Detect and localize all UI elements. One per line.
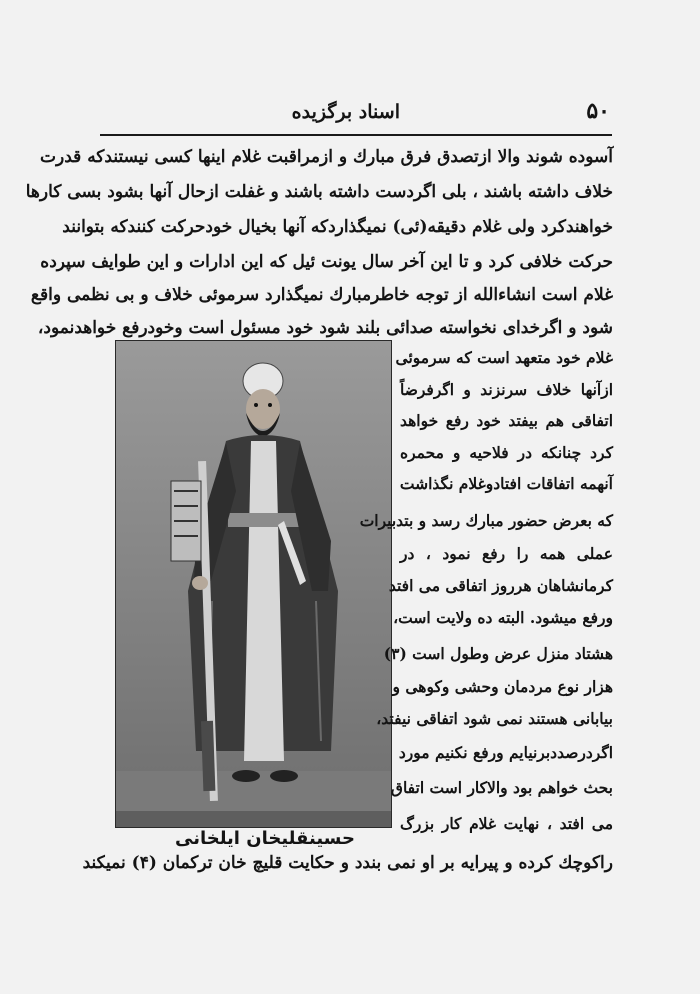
body-line: هشتاد منزل عرض وطول است (۳) — [383, 644, 613, 663]
body-line: غلام است انشاءالله از توجه خاطرمبارك نمیگذارد سرموئی خلاف و بی نظمی واقع — [30, 285, 613, 305]
body-line: آنهمه اتفاقات افتادوغلام نگذاشت — [399, 474, 613, 493]
body-line: ورفع میشود. البته ده ولایت است، — [393, 608, 613, 627]
body-line: غلام خود متعهد است که سرموئی — [395, 348, 613, 367]
body-line: که بعرض حضور مبارك رسد و بتدبیرات — [359, 511, 613, 530]
body-line: بحث خواهم بود والاکار است اتفاق — [390, 778, 613, 797]
body-line: عملی همه را رفع نمود ، در — [400, 544, 613, 563]
body-line: شود و اگرخدای نخواسته صدائی بلند شود خود مسئول است وخودرفع خواهدنمود، — [37, 318, 613, 338]
body-line: کرمانشاهان هرروز اتفاقی می افتد — [388, 576, 613, 595]
portrait-photo — [115, 340, 392, 828]
body-line: حرکت خلافی کرد و تا این آخر سال یونت ئیل که این ادارات و این طوایف سپرده — [40, 252, 613, 272]
body-line: می افتد ، نهایت غلام کار بزرگ — [400, 814, 613, 833]
portrait-illustration — [116, 341, 391, 827]
body-line: اگردرصددبرنیایم ورفع نکنیم مورد — [398, 743, 613, 762]
body-line: ازآنها خلاف سرنزند و اگرفرضاً — [400, 380, 613, 399]
body-line: کرد چنانکه در فلاحیه و محمره — [400, 443, 613, 462]
body-line: اتفاقی هم بیفتد خود رفع خواهد — [400, 411, 613, 430]
page-number: ۵۰ — [586, 98, 610, 124]
header-divider — [100, 134, 612, 136]
body-line: بیابانی هستند نمی شود اتفاقی نیفتد، — [376, 709, 613, 728]
body-line: راکوچك کرده و پیرایه بر او نمی بندد و حکایت قلیچ خان ترکمان (۴) نمیکند — [82, 853, 613, 873]
book-title: اسناد برگزیده — [291, 101, 400, 123]
page-header — [100, 98, 610, 130]
body-line: آسوده شوند والا ازتصدق فرق مبارك و ازمراقبت غلام اینها کسی نیستندکه قدرت — [40, 147, 613, 167]
photo-caption: حسینقلیخان ایلخانی — [175, 828, 355, 849]
body-line: خلاف داشته باشند ، بلی اگردست داشته باشند و غفلت ازحال آنها بشود بسی کارها — [25, 182, 613, 202]
body-line: خواهندکرد ولی غلام دقیقه(ئی) نمیگذاردکه آنها بخیال خودحرکت کنندکه بتوانند — [62, 217, 613, 237]
body-line: هزار نوع مردمان وحشی وکوهی و — [392, 677, 613, 696]
